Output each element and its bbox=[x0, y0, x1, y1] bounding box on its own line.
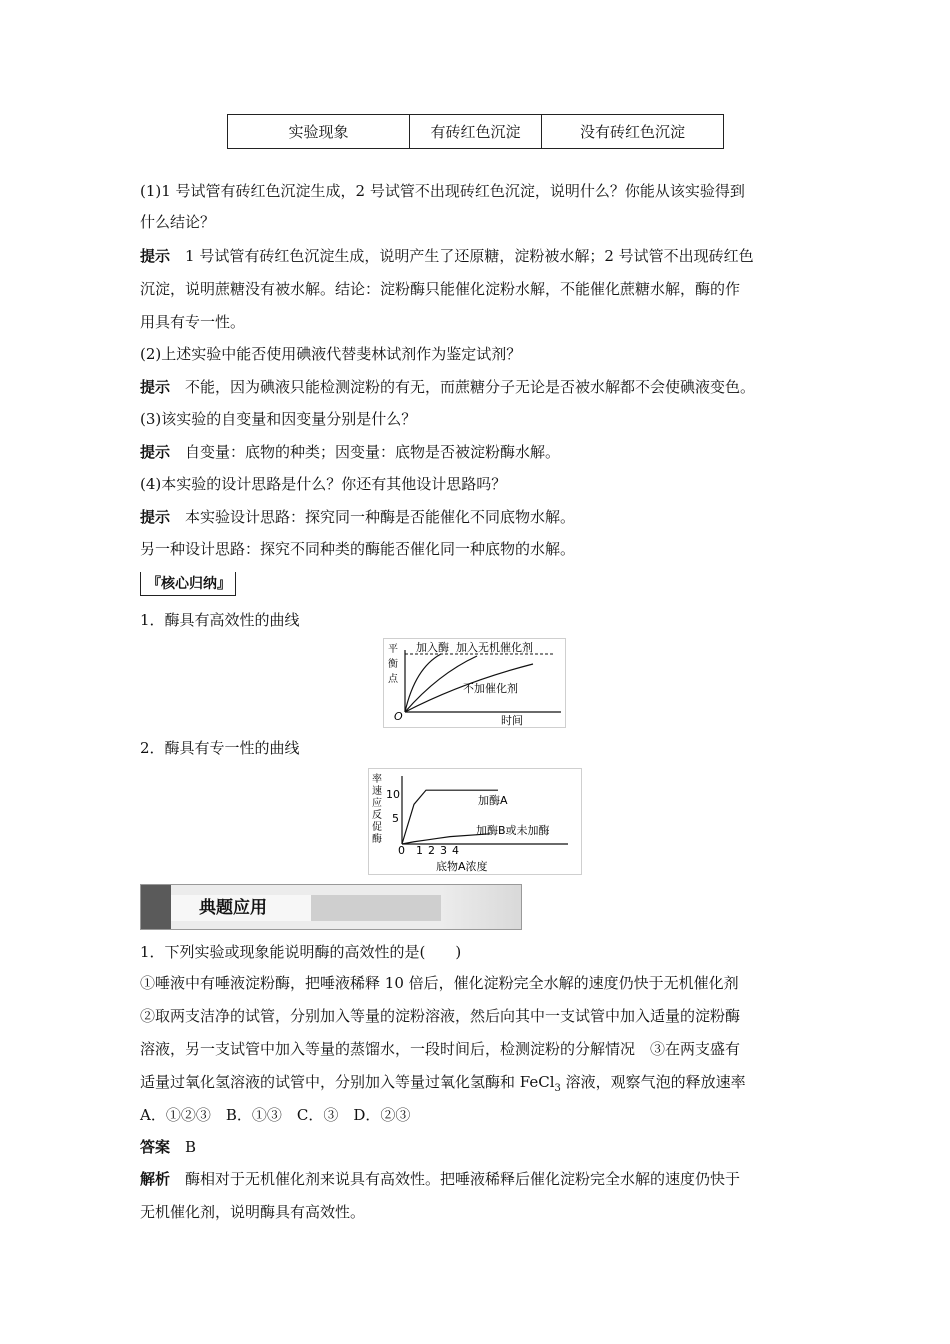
series-label: 不加催化剂 bbox=[463, 682, 518, 695]
hint-text: 不能，因为碘液只能检测淀粉的有无，而蔗糖分子无论是否被水解都不会使碘液变色。 bbox=[185, 378, 756, 396]
exercise-options: A．①②③ B．①③ C．③ D．②③ bbox=[140, 1106, 411, 1124]
statement-text: 溶液，观察气泡的释放速率 bbox=[560, 1073, 746, 1091]
table-row bbox=[228, 115, 724, 149]
exercise-question: 1．下列实验或现象能说明酶的高效性的是( ) bbox=[140, 943, 462, 961]
analysis-line bbox=[140, 1169, 740, 1189]
svg-text:反: 反 bbox=[372, 810, 382, 821]
answer-line bbox=[140, 1137, 196, 1157]
series-label: 加入无机催化剂 bbox=[456, 641, 533, 654]
x-axis-label: 时间 bbox=[501, 714, 523, 727]
exercise-statement bbox=[140, 1072, 746, 1099]
answer-value: B bbox=[185, 1138, 197, 1156]
x-tick-label: 4 bbox=[452, 844, 459, 857]
hint-1-cont: 用具有专一性。 bbox=[140, 313, 246, 331]
hint-1 bbox=[140, 246, 754, 266]
y-label-1: 平 bbox=[388, 644, 398, 655]
hint-text: 1 号试管有砖红色沉淀生成，说明产生了还原糖，淀粉被水解；2 号试管不出现砖红色 bbox=[185, 247, 754, 265]
x-tick-label: 1 bbox=[416, 844, 423, 857]
chart-frame bbox=[369, 769, 582, 875]
specificity-chart bbox=[368, 768, 582, 875]
subscript: 3 bbox=[554, 1083, 561, 1094]
analysis-label: 解析 bbox=[140, 1170, 171, 1188]
y-tick-label: 5 bbox=[392, 812, 399, 825]
hint-1-cont: 沉淀，说明蔗糖没有被水解。结论：淀粉酶只能催化淀粉水解，不能催化蔗糖水解，酶的作 bbox=[140, 280, 741, 298]
question-3: (3)该实验的自变量和因变量分别是什么？ bbox=[140, 410, 417, 428]
y-tick-label: 10 bbox=[386, 788, 400, 801]
section-title: 典题应用 bbox=[171, 895, 311, 921]
svg-text:率: 率 bbox=[372, 774, 382, 785]
series-label: 加酶B或未加酶 bbox=[476, 824, 550, 837]
question-1: (1)1 号试管有砖红色沉淀生成，2 号试管不出现砖红色沉淀，说明什么？你能从该实验得到 bbox=[140, 182, 745, 200]
origin-label: O bbox=[394, 710, 403, 723]
table-cell: 没有砖红色沉淀 bbox=[542, 115, 724, 149]
answer-label: 答案 bbox=[140, 1138, 171, 1156]
table-cell: 实验现象 bbox=[228, 115, 410, 149]
hint-label: 提示 bbox=[140, 443, 171, 461]
question-1-cont: 什么结论？ bbox=[140, 213, 216, 231]
analysis-cont: 无机催化剂，说明酶具有高效性。 bbox=[140, 1203, 366, 1221]
hint-label: 提示 bbox=[140, 247, 171, 265]
statement-text: 适量过氧化氢溶液的试管中，分别加入等量过氧化氢酶和 FeCl bbox=[140, 1073, 555, 1091]
hint-2 bbox=[140, 377, 755, 397]
y-label-2: 衡 bbox=[388, 659, 398, 670]
hint-4 bbox=[140, 507, 575, 527]
hint-text: 本实验设计思路：探究同一种酶是否能催化不同底物水解。 bbox=[185, 508, 576, 526]
hint-label: 提示 bbox=[140, 378, 171, 396]
svg-text:酶: 酶 bbox=[372, 834, 382, 845]
hint-4-cont: 另一种设计思路：探究不同种类的酶能否催化同一种底物的水解。 bbox=[140, 540, 576, 558]
series-label: 加入酶 bbox=[416, 641, 449, 654]
hint-label: 提示 bbox=[140, 508, 171, 526]
hint-text: 自变量：底物的种类；因变量：底物是否被淀粉酶水解。 bbox=[185, 443, 561, 461]
y-label-3: 点 bbox=[388, 674, 398, 685]
efficiency-chart bbox=[383, 638, 566, 728]
section-header bbox=[140, 884, 522, 930]
y-axis-title bbox=[372, 772, 382, 845]
table-cell: 有砖红色沉淀 bbox=[410, 115, 542, 149]
series-label: 加酶A bbox=[478, 794, 508, 807]
svg-text:促: 促 bbox=[372, 822, 382, 833]
x-tick-label: 0 bbox=[398, 844, 405, 857]
analysis-text: 酶相对于无机催化剂来说具有高效性。把唾液稀释后催化淀粉完全水解的速度仍快于 bbox=[185, 1170, 741, 1188]
core-summary-badge: 『核心归纳』 bbox=[140, 572, 236, 596]
exercise-statement: ①唾液中有唾液淀粉酶，把唾液稀释 10 倍后，催化淀粉完全水解的速度仍快于无机催化剂 bbox=[140, 974, 739, 992]
section-stripe bbox=[311, 895, 441, 921]
x-tick-label: 3 bbox=[440, 844, 447, 857]
svg-text:应: 应 bbox=[372, 798, 382, 809]
hint-3 bbox=[140, 442, 560, 462]
x-axis-label: 底物A浓度 bbox=[436, 860, 488, 873]
core-item-1: 1．酶具有高效性的曲线 bbox=[140, 611, 300, 629]
question-2: (2)上述实验中能否使用碘液代替斐林试剂作为鉴定试剂？ bbox=[140, 345, 522, 363]
exercise-statement: 溶液，另一支试管中加入等量的蒸馏水，一段时间后，检测淀粉的分解情况 ③在两支盛有 bbox=[140, 1040, 741, 1058]
svg-text:速: 速 bbox=[372, 786, 382, 797]
observation-table bbox=[227, 114, 724, 149]
question-4: (4)本实验的设计思路是什么？你还有其他设计思路吗？ bbox=[140, 475, 507, 493]
exercise-statement: ②取两支洁净的试管，分别加入等量的淀粉溶液，然后向其中一支试管中加入适量的淀粉酶 bbox=[140, 1007, 741, 1025]
core-item-2: 2．酶具有专一性的曲线 bbox=[140, 739, 300, 757]
x-tick-label: 2 bbox=[428, 844, 435, 857]
